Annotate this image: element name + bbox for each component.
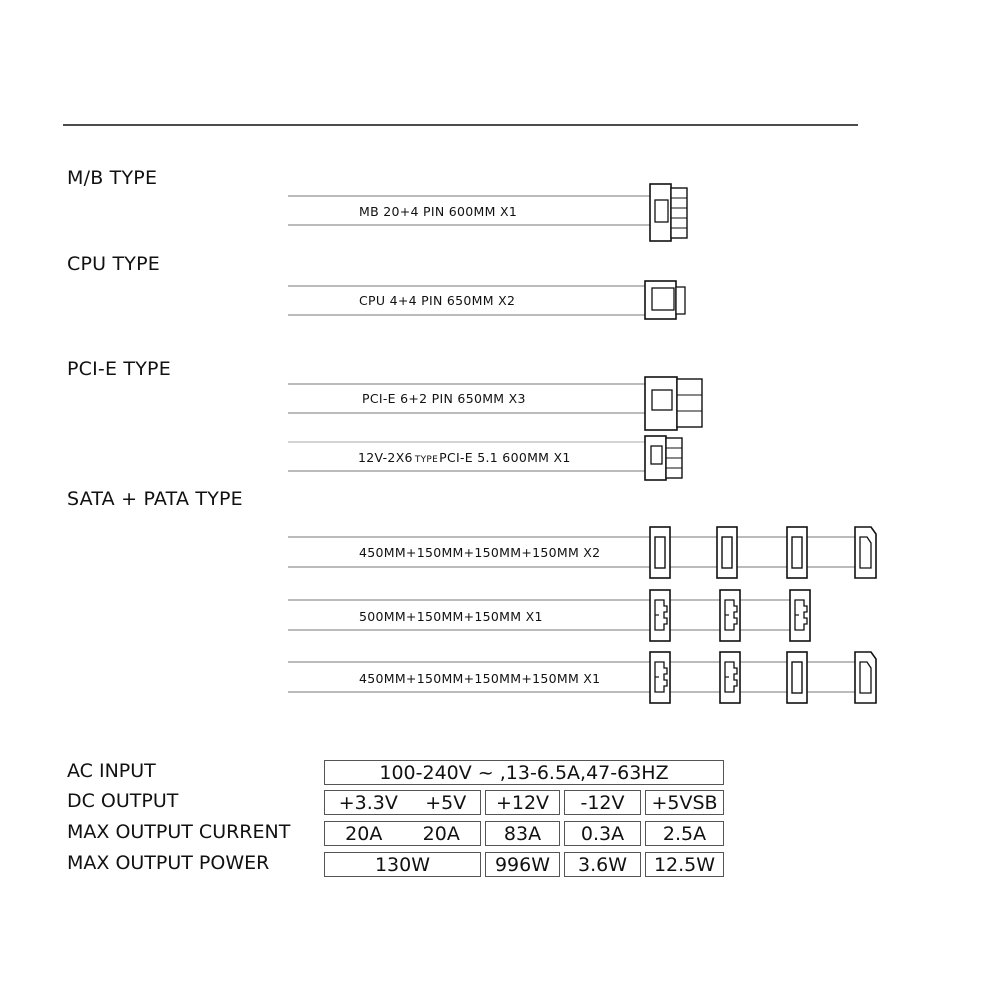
max-power-value: 130W [324, 852, 481, 877]
max-current-value: 20A [345, 822, 383, 845]
mb-type-heading: M/B TYPE [67, 167, 158, 189]
max-current-value: 0.3A [564, 821, 641, 846]
cpu-cable-label: CPU 4+4 PIN 650MM X2 [359, 293, 516, 308]
max-output-current-label: MAX OUTPUT CURRENT [67, 821, 291, 843]
sata2-label: 500MM+150MM+150MM X1 [359, 609, 543, 624]
pcie2-label-prefix: 12V-2X6 [358, 450, 413, 465]
dc-output-value: +12V [485, 790, 560, 815]
pcie-cable [288, 377, 702, 430]
pcie2-label-small: TYPE [414, 455, 439, 465]
max-power-value: 996W [485, 852, 560, 877]
sata3-label: 450MM+150MM+150MM+150MM X1 [359, 671, 601, 686]
sata1-label: 450MM+150MM+150MM+150MM X2 [359, 545, 601, 560]
dc-output-value: +5V [425, 791, 467, 814]
ac-input-label: AC INPUT [67, 760, 156, 782]
molex-connector-icon [720, 652, 740, 703]
sata-cable-2 [288, 590, 810, 641]
molex-connector-icon [650, 590, 670, 641]
mb-24pin-connector-icon [650, 184, 687, 241]
pcie-12v2x6-cable [288, 436, 682, 480]
max-power-value: 12.5W [645, 852, 724, 877]
mb-cable-label: MB 20+4 PIN 600MM X1 [359, 204, 518, 219]
max-current-value: 83A [485, 821, 560, 846]
pcie-cable-label: PCI-E 6+2 PIN 650MM X3 [362, 391, 526, 406]
cpu-type-heading: CPU TYPE [67, 253, 160, 275]
molex-connector-icon [790, 590, 810, 641]
dc-output-value: +5VSB [645, 790, 724, 815]
sata-angled-connector-icon [855, 652, 876, 703]
pcie-12v2x6-connector-icon [645, 436, 682, 480]
max-power-value: 3.6W [564, 852, 641, 877]
pcie-type-heading: PCI-E TYPE [67, 358, 171, 380]
ac-input-value: 100-240V ~ ,13-6.5A,47-63HZ [324, 760, 724, 785]
mb-cable [288, 184, 687, 241]
sata-connector-icon [717, 527, 737, 578]
dc-output-value: +3.3V [338, 791, 398, 814]
max-output-power-label: MAX OUTPUT POWER [67, 852, 270, 874]
sata-pata-type-heading: SATA + PATA TYPE [67, 488, 243, 510]
max-current-value: 2.5A [645, 821, 724, 846]
dc-output-value: -12V [564, 790, 641, 815]
cpu-cable [288, 281, 685, 319]
max-current-cell [324, 821, 481, 846]
molex-connector-icon [650, 652, 670, 703]
sata-cable-1 [288, 527, 876, 578]
max-current-value: 20A [422, 822, 460, 845]
cpu-8pin-connector-icon [645, 281, 685, 319]
sata-connector-icon [787, 527, 807, 578]
molex-connector-icon [720, 590, 740, 641]
sata-connector-icon [650, 527, 670, 578]
pcie-8pin-connector-icon [645, 377, 702, 430]
dc-output-label: DC OUTPUT [67, 790, 179, 812]
dc-output-cell [324, 790, 481, 815]
pcie2-label-suffix: PCI-E 5.1 600MM X1 [439, 450, 571, 465]
sata-connector-icon [787, 652, 807, 703]
sata-angled-connector-icon [855, 527, 876, 578]
sata-cable-3 [288, 652, 876, 703]
svg-text:12V-2X6TYPEPCI-E 5.1 600MM X1 [358, 450, 571, 465]
